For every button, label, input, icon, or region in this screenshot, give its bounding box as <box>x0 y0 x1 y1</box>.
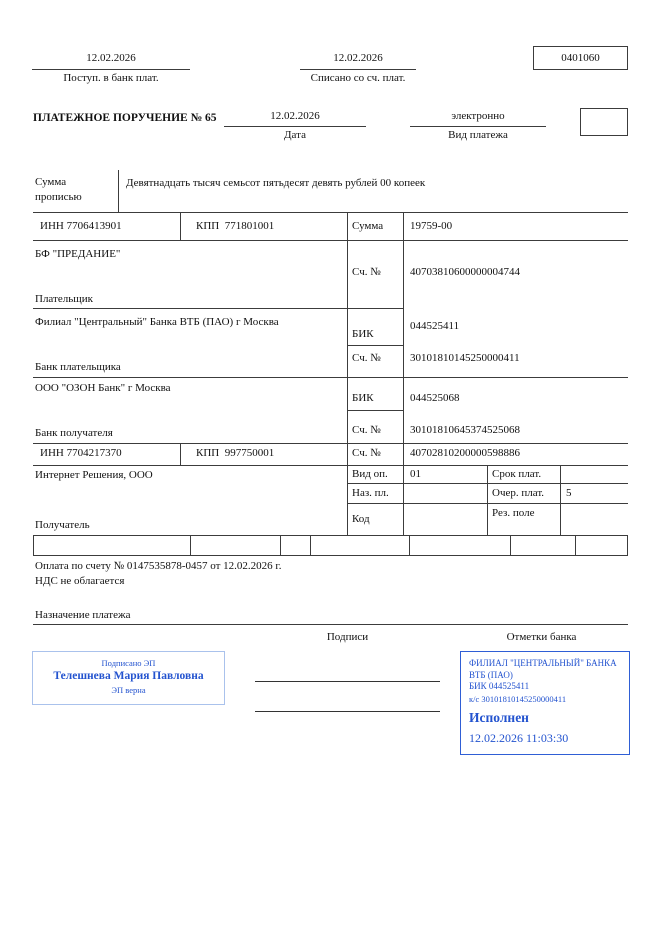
bank-stamp-corr-account: к/с 30101810145250000411 <box>469 693 567 704</box>
bank-execution-stamp <box>460 651 630 755</box>
divider <box>487 465 488 535</box>
payer-inn: ИНН 7706413901 <box>40 220 122 232</box>
divider <box>33 555 628 556</box>
payer-account: 40703810600000004744 <box>410 266 520 278</box>
op-kind-label: Вид оп. <box>352 468 388 480</box>
form-code-box: 0401060 <box>533 46 628 70</box>
bank-stamp-branch-line-1: ФИЛИАЛ "ЦЕНТРАЛЬНЫЙ" БАНКА <box>469 658 617 668</box>
electronic-signature-stamp <box>32 651 225 705</box>
divider <box>33 212 628 213</box>
payee-bank-bik-label: БИК <box>352 392 374 404</box>
bank-stamp-status: Исполнен <box>469 709 529 725</box>
purpose-code-label: Наз. пл. <box>352 487 389 499</box>
purpose-section-label: Назначение платежа <box>35 609 131 621</box>
signatures-label: Подписи <box>326 631 369 643</box>
ep-valid-label: ЭП верна <box>111 685 146 695</box>
divider <box>575 535 576 555</box>
payee-inn: ИНН 7704217370 <box>40 447 122 459</box>
divider <box>280 535 281 555</box>
divider <box>33 535 628 536</box>
divider <box>180 443 181 465</box>
received-in-bank-date: 12.02.2026 <box>86 52 136 64</box>
payee-section-label: Получатель <box>35 519 90 531</box>
debited-from-account-label: Списано со сч. плат. <box>310 72 406 84</box>
payment-kind-label: Вид платежа <box>448 129 508 141</box>
op-kind-value: 01 <box>410 468 421 480</box>
payee-bank-bik: 044525068 <box>410 392 460 404</box>
debited-from-account-date: 12.02.2026 <box>333 52 383 64</box>
document-date: 12.02.2026 <box>270 110 320 122</box>
purpose-line-1: Оплата по счету № 0147535878-0457 от 12.02.2026 г. <box>35 560 282 572</box>
payer-bank-account: 30101810145250000411 <box>410 352 520 364</box>
divider <box>310 535 311 555</box>
signature-line-2 <box>255 711 440 712</box>
priority-value: 5 <box>566 487 572 499</box>
payee-name: Интернет Решения, ООО <box>35 469 153 481</box>
ep-signer-name: Телешнева Мария Павловна <box>53 670 204 682</box>
purpose-line-2: НДС не облагается <box>35 575 125 587</box>
divider <box>403 212 404 535</box>
reserve-field-label: Рез. поле <box>492 507 535 519</box>
divider <box>347 410 403 411</box>
payee-bank-section-label: Банк получателя <box>35 427 113 439</box>
divider <box>409 535 410 555</box>
priority-label: Очер. плат. <box>492 487 545 499</box>
divider <box>510 535 511 555</box>
divider <box>33 465 628 466</box>
ep-signed-label: Подписано ЭП <box>101 658 156 668</box>
amount-words-label-1: Сумма <box>35 176 67 188</box>
divider <box>33 240 628 241</box>
divider <box>33 443 628 444</box>
payer-kpp: КПП 771801001 <box>196 220 275 232</box>
divider <box>180 212 181 240</box>
divider <box>560 465 561 535</box>
divider <box>33 624 628 625</box>
bank-stamp-bik: БИК 044525411 <box>469 681 530 691</box>
code-label: Код <box>352 513 370 525</box>
empty-code-box <box>580 108 628 136</box>
bank-stamp-branch-line-2: ВТБ (ПАО) <box>469 669 513 680</box>
divider <box>410 126 546 127</box>
received-in-bank-label: Поступ. в банк плат. <box>63 72 159 84</box>
bank-marks-label: Отметки банка <box>506 631 577 643</box>
payer-bank-bik: 044525411 <box>410 320 460 332</box>
payee-bank-account: 30101810645374525068 <box>410 424 520 436</box>
divider <box>347 345 403 346</box>
divider <box>224 126 366 127</box>
payee-account-label: Сч. № <box>352 447 381 459</box>
payer-bank-bik-label: БИК <box>352 328 374 340</box>
divider <box>32 69 190 70</box>
divider <box>33 377 628 378</box>
payee-bank-account-label: Сч. № <box>352 424 381 436</box>
date-label: Дата <box>284 129 306 141</box>
divider <box>190 535 191 555</box>
divider <box>627 535 628 555</box>
divider <box>347 212 348 535</box>
payee-bank-name: ООО "ОЗОН Банк" г Москва <box>35 382 171 394</box>
payer-account-label: Сч. № <box>352 266 381 278</box>
payer-bank-name: Филиал "Центральный" Банка ВТБ (ПАО) г Москва <box>35 316 279 328</box>
document-title: ПЛАТЕЖНОЕ ПОРУЧЕНИЕ № 65 <box>33 112 217 124</box>
signature-line-1 <box>255 681 440 682</box>
divider <box>33 535 34 555</box>
payer-bank-section-label: Банк плательщика <box>35 361 121 373</box>
amount-words-label-2: прописью <box>35 191 82 203</box>
amount-value: 19759-00 <box>410 220 453 232</box>
payee-account: 40702810200000598886 <box>410 447 520 459</box>
bank-stamp-datetime: 12.02.2026 11:03:30 <box>469 730 569 745</box>
payment-kind-value: электронно <box>451 110 505 122</box>
divider <box>118 170 119 212</box>
payer-bank-account-label: Сч. № <box>352 352 381 364</box>
payer-name: БФ "ПРЕДАНИЕ" <box>35 248 121 260</box>
divider <box>300 69 416 70</box>
payer-section-label: Плательщик <box>35 293 93 305</box>
amount-label: Сумма <box>352 220 384 232</box>
payee-kpp: КПП 997750001 <box>196 447 275 459</box>
due-date-label: Срок плат. <box>492 468 542 480</box>
amount-in-words: Девятнадцать тысяч семьсот пятьдесят девять рублей 00 копеек <box>126 177 426 189</box>
